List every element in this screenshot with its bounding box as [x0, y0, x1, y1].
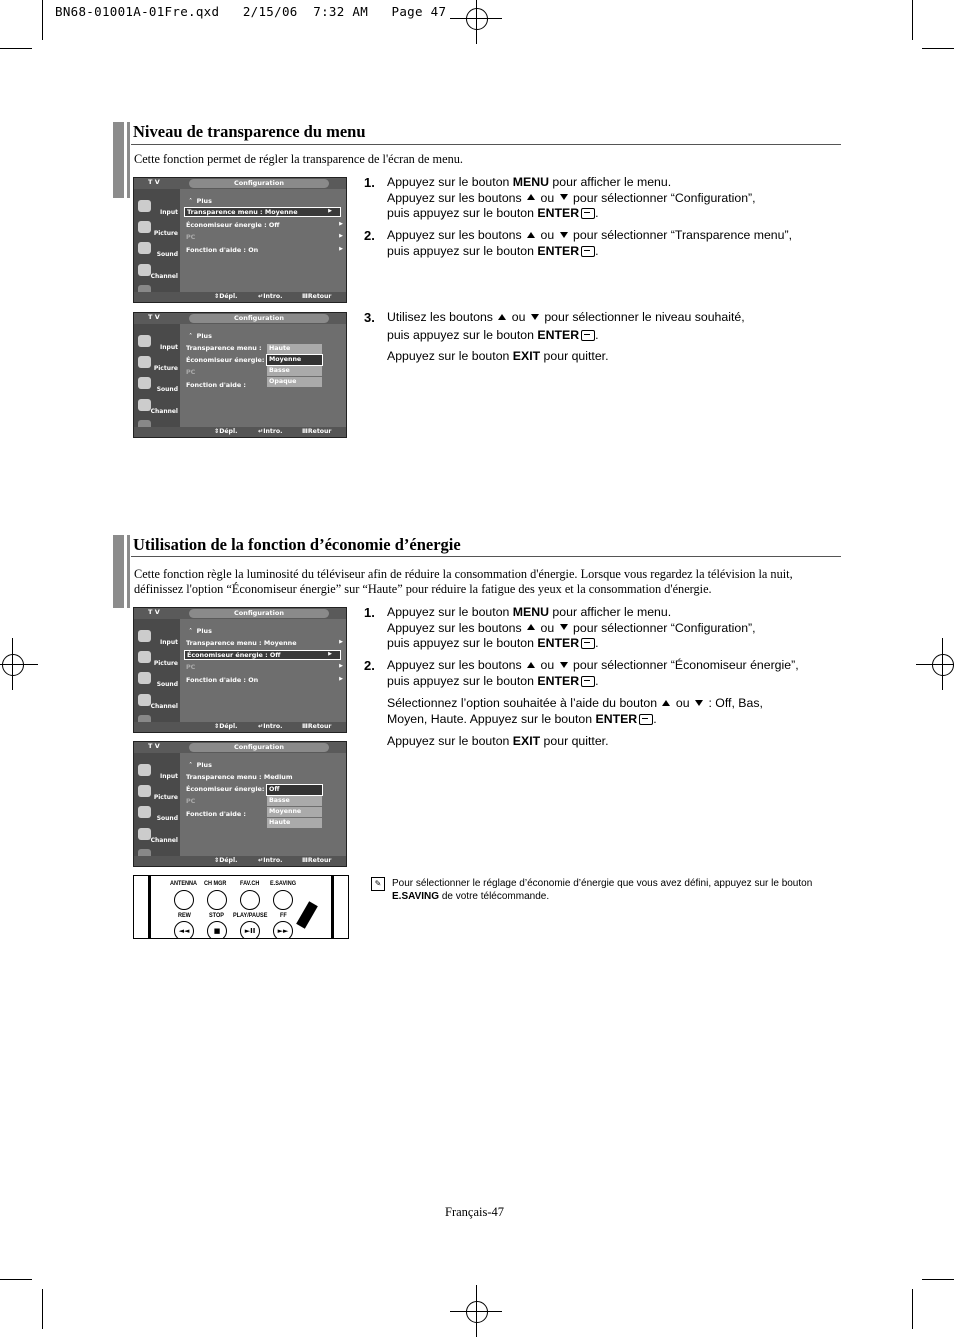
enter-icon — [581, 638, 595, 649]
registration-mark — [0, 648, 28, 680]
footer-return: ⅢRetour — [302, 723, 332, 730]
menu-row-transparency: Transparence menu : Medium — [186, 773, 293, 781]
sidebar-channel: Channel — [150, 408, 178, 415]
menu-row-pc: PC — [186, 368, 196, 376]
section2-title: Utilisation de la fonction d’économie d’énergie — [133, 535, 461, 554]
play-pause-button[interactable]: ►II — [240, 921, 260, 939]
stop-button[interactable]: ■ — [207, 921, 227, 939]
config-header: Configuration — [189, 609, 329, 618]
section-rule — [131, 144, 841, 145]
down-arrow-icon — [560, 624, 568, 630]
sidebar-channel: Channel — [150, 703, 178, 710]
note-icon: ✎ — [371, 877, 385, 891]
footer-enter: ↵Intro. — [258, 723, 283, 730]
up-arrow-icon — [527, 662, 535, 668]
menu-row-energy: Économiseur énergie : Off ▶ — [185, 651, 340, 659]
tv-menu-3 — [133, 607, 347, 733]
remote-label-ff: FF — [280, 912, 287, 919]
option-moyenne: Moyenne — [267, 807, 322, 817]
section-rule — [131, 556, 841, 557]
page-footer: Français-47 — [445, 1205, 505, 1219]
menu-row-energy: Économiseur énergie : Off ▶ — [186, 221, 343, 229]
s1-step-1: 1. Appuyez sur le bouton MENU pour afficher le menu. Appuyez sur les boutons ou pour sélectionner “Configuration”, puis appuyez sur le bouton ENTER . — [364, 175, 756, 220]
section2-intro: Cette fonction règle la luminosité du téléviseur afin de réduire la consommation d'énergie. Lorsque vous regardez la télévision la nuit, définissez l'option “Économiseur énergie” sur “Haute” pour réduire la fatigue des yeux et la consommation d'énergie. — [134, 567, 793, 596]
tv-menu-4 — [133, 741, 347, 867]
option-off: Off — [267, 785, 322, 795]
enter-icon — [581, 246, 595, 257]
config-header: Configuration — [189, 179, 329, 188]
down-arrow-icon — [560, 232, 568, 238]
menu-plus: ˄ Plus — [189, 761, 212, 769]
menu-row-energy: Économiseur énergie: — [186, 356, 265, 364]
remote-label-favch: FAV.CH — [240, 880, 260, 887]
channel-icon — [138, 399, 151, 411]
sidebar-picture: Picture — [153, 230, 178, 237]
remote-label-playpause: PLAY/PAUSE — [233, 912, 268, 919]
crop-mark — [912, 1289, 913, 1329]
fav-ch-button[interactable] — [240, 890, 260, 910]
menu-row-pc: PC — [186, 797, 196, 805]
down-arrow-icon — [560, 194, 568, 200]
tv-label: T V — [148, 178, 160, 186]
menu-row-help: Fonction d'aide : On ▶ — [186, 246, 343, 254]
down-arrow-icon — [531, 314, 539, 320]
up-arrow-icon — [662, 700, 670, 706]
option-opaque: Opaque — [267, 377, 322, 387]
picture-icon — [138, 785, 151, 797]
registration-mark — [460, 1295, 492, 1327]
crop-mark — [42, 1289, 43, 1329]
menu-row-transparency: Transparence menu : — [186, 344, 262, 352]
crop-mark — [912, 0, 913, 40]
footer-return: ⅢRetour — [302, 428, 332, 435]
section1-intro: Cette fonction permet de régler la transparence de l'écran de menu. — [134, 152, 463, 166]
down-arrow-icon — [695, 700, 703, 706]
enter-icon — [639, 714, 653, 725]
registration-mark — [460, 2, 492, 34]
channel-icon — [138, 694, 151, 706]
footer-enter: ↵Intro. — [258, 428, 283, 435]
section-bar — [113, 122, 127, 198]
menu-row-help: Fonction d'aide : — [186, 381, 246, 389]
menu-row-energy: Économiseur énergie: — [186, 785, 265, 793]
sound-icon — [138, 672, 151, 684]
enter-icon — [581, 676, 595, 687]
footer-move: ⇕Dépl. — [214, 428, 238, 435]
picture-icon — [138, 651, 151, 663]
footer-enter: ↵Intro. — [258, 293, 283, 300]
menu-plus: ˄ Plus — [189, 627, 212, 635]
input-icon — [138, 630, 151, 642]
footer-return: ⅢRetour — [302, 293, 332, 300]
remote-label-esaving: E.SAVING — [270, 880, 297, 887]
footer-enter: ↵Intro. — [258, 857, 283, 864]
input-icon — [138, 335, 151, 347]
s1-step-2: 2. Appuyez sur les boutons ou pour sélectionner “Transparence menu”, puis appuyez sur le bouton ENTER . — [364, 228, 792, 258]
up-arrow-icon — [527, 194, 535, 200]
up-arrow-icon — [527, 232, 535, 238]
tv-label: T V — [148, 742, 160, 750]
s1-step-3: 3. Utilisez les boutons ou pour sélectionner le niveau souhaité, puis appuyez sur le bouton ENTER . Appuyez sur le bouton EXIT pour quitter. — [364, 310, 745, 363]
sidebar-picture: Picture — [153, 794, 178, 801]
option-basse: Basse — [267, 366, 322, 376]
menu-plus: ˄ Plus — [189, 197, 212, 205]
option-haute: Haute — [267, 344, 322, 354]
menu-row-pc: PC ▶ — [186, 663, 343, 671]
ch-mgr-button[interactable] — [207, 890, 227, 910]
remote-label-stop: STOP — [209, 912, 224, 919]
rew-button[interactable]: ◄◄ — [174, 921, 194, 939]
crop-mark — [0, 48, 32, 49]
crop-mark — [922, 1279, 954, 1280]
remote-label-antenna: ANTENNA — [170, 880, 198, 887]
registration-mark — [926, 648, 954, 680]
up-arrow-icon — [498, 314, 506, 320]
sidebar-sound: Sound — [156, 386, 178, 393]
section1-title: Niveau de transparence du menu — [133, 122, 366, 141]
option-moyenne: Moyenne — [267, 355, 322, 365]
input-icon — [138, 764, 151, 776]
crop-mark — [42, 0, 43, 40]
remote-illustration — [133, 875, 349, 939]
option-haute: Haute — [267, 818, 322, 828]
menu-row-transparency: Transparence menu : Moyenne ▶ — [186, 639, 343, 647]
input-icon — [138, 200, 151, 212]
sidebar-input: Input — [160, 639, 178, 646]
remote-label-chmgr: CH MGR — [204, 880, 227, 887]
menu-row-help: Fonction d'aide : On ▶ — [186, 676, 343, 684]
channel-icon — [138, 264, 151, 276]
sidebar-sound: Sound — [156, 681, 178, 688]
sidebar-input: Input — [160, 344, 178, 351]
sidebar-input: Input — [160, 209, 178, 216]
sidebar-input: Input — [160, 773, 178, 780]
config-header: Configuration — [189, 743, 329, 752]
option-basse: Basse — [267, 796, 322, 806]
crop-mark — [922, 48, 954, 49]
remote-label-rew: REW — [178, 912, 191, 919]
sidebar-channel: Channel — [150, 273, 178, 280]
sidebar-channel: Channel — [150, 837, 178, 844]
sidebar-picture: Picture — [153, 365, 178, 372]
sound-icon — [138, 242, 151, 254]
ff-button[interactable]: ►► — [273, 921, 293, 939]
tv-menu-1 — [133, 177, 347, 303]
menu-row-pc: PC ▶ — [186, 233, 343, 241]
print-header: BN68-01001A-01Fre.qxd 2/15/06 7:32 AM Page 47 — [55, 4, 447, 19]
s2-step-2: 2. Appuyez sur les boutons ou pour sélectionner “Économiseur énergie”, puis appuyez sur le bouton ENTER . Sélectionnez l’option souhaitée à l’aide du bouton ou : Off, Bas, Moyen, Haute. Appuyez sur le bouton ENTER . Appuyez sur le bouton EXIT pour quitter. — [364, 658, 799, 748]
e-saving-button[interactable] — [273, 890, 293, 910]
sidebar-picture: Picture — [153, 660, 178, 667]
config-header: Configuration — [189, 314, 329, 323]
crop-mark — [0, 1279, 32, 1280]
up-arrow-icon — [527, 624, 535, 630]
tv-label: T V — [148, 608, 160, 616]
channel-icon — [138, 828, 151, 840]
menu-row-help: Fonction d'aide : — [186, 810, 246, 818]
sound-icon — [138, 377, 151, 389]
picture-icon — [138, 356, 151, 368]
section-bar — [113, 535, 127, 608]
menu-plus: ˄ Plus — [189, 332, 212, 340]
sidebar-sound: Sound — [156, 815, 178, 822]
s2-step-1: 1. Appuyez sur le bouton MENU pour afficher le menu. Appuyez sur les boutons ou pour sélectionner “Configuration”, puis appuyez sur le bouton ENTER . — [364, 605, 756, 650]
pointer-hand-icon — [296, 901, 318, 929]
antenna-button[interactable] — [174, 890, 194, 910]
footer-move: ⇕Dépl. — [214, 857, 238, 864]
sidebar-sound: Sound — [156, 251, 178, 258]
enter-icon — [581, 208, 595, 219]
tv-label: T V — [148, 313, 160, 321]
enter-icon — [581, 330, 595, 341]
menu-row-transparency: Transparence menu : Moyenne ▶ — [185, 208, 340, 216]
down-arrow-icon — [560, 662, 568, 668]
picture-icon — [138, 221, 151, 233]
footer-move: ⇕Dépl. — [214, 723, 238, 730]
footer-move: ⇕Dépl. — [214, 293, 238, 300]
tv-menu-2 — [133, 312, 347, 438]
sound-icon — [138, 806, 151, 818]
footer-return: ⅢRetour — [302, 857, 332, 864]
note-text: Pour sélectionner le réglage d’économie d’énergie que vous avez défini, appuyez sur le bouton E.SAVING de votre télécommande. — [392, 878, 813, 902]
